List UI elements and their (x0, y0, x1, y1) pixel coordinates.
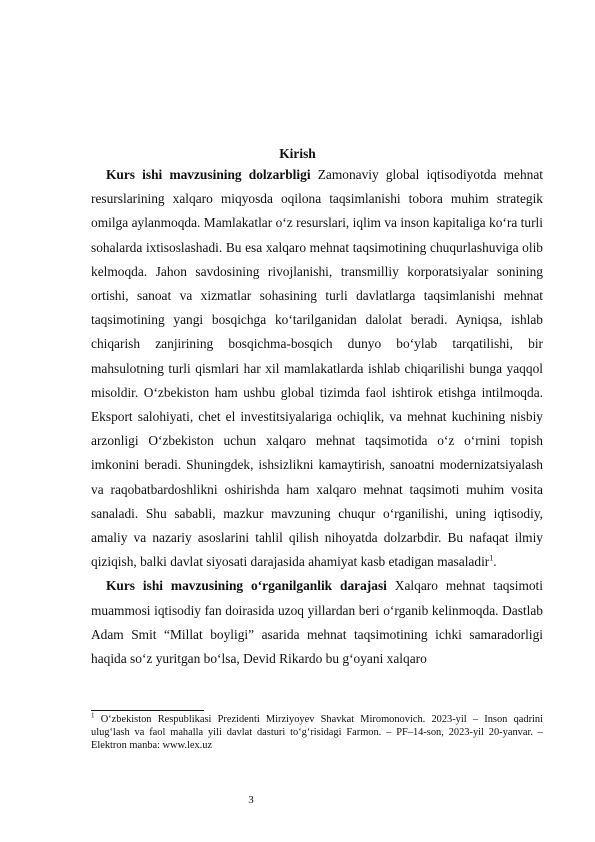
paragraph-tail: . (493, 554, 497, 570)
footnote-text: O‘zbekiston Respublikasi Prezidenti Mirziyoyev Shavkat Miromonovich. 2023-yil – Inson qadrini ulug‘lash va faol mahalla yili davlat dasturi to‘g‘risidagi Farmon. – PF–14-son, 2023-yil 20-yanvar. – Elektron manba: www.lex.uz (91, 714, 543, 751)
footnote-ref[interactable]: 1 (489, 553, 494, 563)
paragraph-text: Xalqaro mehnat taqsimoti muammosi iqtisodiy fan doirasida uzoq yillardan beri o‘rganib kelinmoqda. Dastlab Adam Smit “Millat boyligi” asarida mehnat taqsimotining ichki samaradorligi haqida so‘z yuritgan bo‘lsa, Devid Rikardo bu g‘oyani xalqaro (91, 578, 543, 667)
paragraph-relevance (91, 163, 543, 574)
paragraph-study-level (91, 574, 543, 671)
page-number: 3 (248, 794, 254, 806)
footnote-divider (91, 710, 204, 711)
section-heading: Kirish (279, 146, 316, 161)
footnote-marker: 1 (91, 711, 95, 720)
body-text (91, 163, 543, 671)
paragraph-lead: Kurs ishi mavzusining dolzarbligi (106, 167, 311, 182)
paragraph-lead: Kurs ishi mavzusining o‘rganilganlik darajasi (106, 578, 387, 594)
paragraph-text: Zamonaviy global iqtisodiyotda mehnat resurslarining xalqaro miqyosda oqilona taqsimlanishi tobora muhim strategik omilga aylanmoqda. Mamlakatlar o‘z resurslari, iqlim va inson kapitaliga ko‘ra turli sohalarda ixtisoslashadi. Bu esa xalqaro mehnat taqsimotining chuqurlashuviga olib kelmoqda. Jahon savdosining rivojlanishi, transmilliy korporatsiyalar sonining ortishi, sanoat va xizmatlar sohasining turli davlatlarga taqsimlanishi mehnat taqsimotining yangi bosqichga ko‘tarilganidan dalolat beradi. Ayniqsa, ishlab chiqarish zanjirining bosqichma-bosqich dunyo bo‘ylab tarqatilishi, bir mahsulotning turli qismlari har xil mamlakatlarda ishlab chiqarilishi bunga yaqqol misoldir. O‘zbekiston ham ushbu global tizimda faol ishtirok etishga intilmoqda. Eksport salohiyati, chet el investitsiyalariga ochiqlik, va mehnat kuchining nisbiy arzonligi O‘zbekiston uchun xalqaro mehnat taqsimotida o‘z o‘rnini topish imkonini beradi. Shuningdek, ishsizlikni kamaytirish, sanoatni modernizatsiyalash va raqobatbardoshlikni oshirishda ham xalqaro mehnat taqsimoti muhim vosita sanaladi. Shu sababli, mazkur mavzuning chuqur o‘rganilishi, uning iqtisodiy, amaliy va nazariy asoslarini tahlil qilish nihoyatda dolzarbdir. Bu nafaqat ilmiy qiziqish, balki davlat siyosati darajasida ahamiyat kasb etadigan masaladir (91, 167, 544, 570)
footnote (91, 713, 543, 752)
